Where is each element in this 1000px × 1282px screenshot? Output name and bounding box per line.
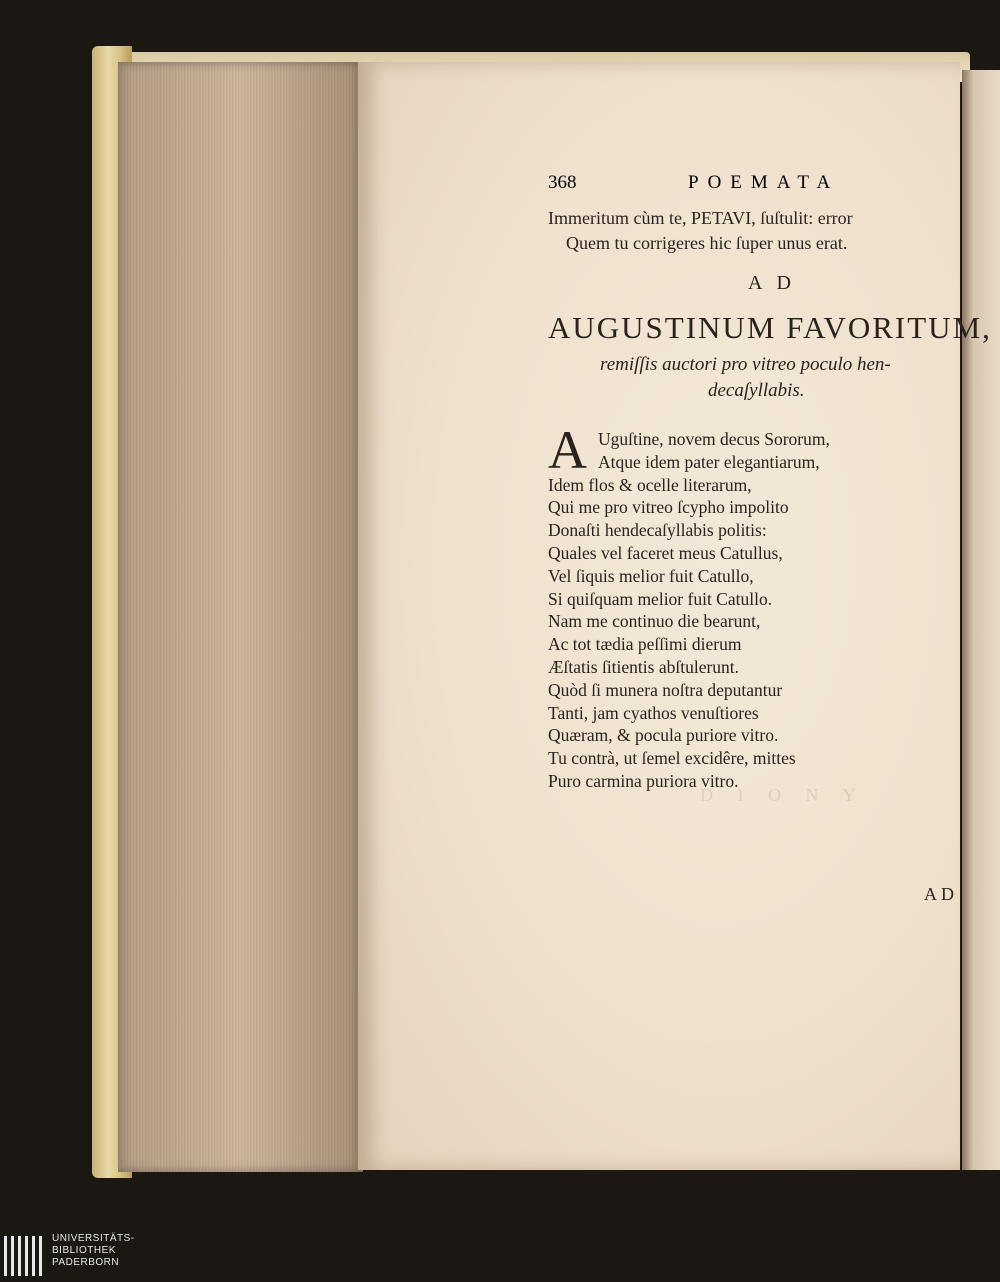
subtitle-line: remiſſis auctori pro vitreo poculo hen- (600, 354, 891, 375)
library-logo-bars-icon (4, 1236, 46, 1276)
poem-line: Tanti, jam cyathos venuſtiores (548, 702, 759, 723)
poem-line: Idem flos & ocelle literarum, (548, 474, 752, 495)
poem-line: Si quiſquam melior fuit Catullo. (548, 588, 773, 609)
catchword: AD (924, 884, 958, 904)
intro-line: Immeritum cùm te, PETAVI, ſuſtulit: error (548, 208, 853, 228)
drop-cap: A (548, 420, 587, 480)
heading-addressee: AUGUSTINUM FAVORITUM, (548, 310, 992, 345)
poem-line: Æſtatis ſitientis abſtulerunt. (548, 656, 740, 677)
library-logo (0, 1228, 200, 1282)
intro-line: Quem tu corrigeres hic ſuper unus erat. (566, 233, 848, 253)
poem-body (548, 420, 948, 793)
poem-line: Tu contrà, ut ſemel excidêre, mittes (548, 748, 796, 769)
poem-line: Atque idem pater elegantiarum, (598, 451, 820, 472)
subtitle-line: decaſyllabis. (708, 380, 805, 401)
library-logo-text (52, 1233, 135, 1269)
running-head (548, 172, 848, 198)
poem-line: Donaſti hendecaſyllabis politis: (548, 520, 767, 541)
heading-ad: AD (748, 272, 805, 294)
intro-verse (548, 206, 948, 256)
poem-line: Quæram, & pocula puriore vitro. (548, 725, 779, 746)
logo-line: UNIVERSITÄTS- (52, 1233, 135, 1244)
poem-line: Quales vel faceret meus Catullus, (548, 542, 783, 563)
bleed-through: D I O N Y (700, 785, 866, 805)
poem-line: Vel ſiquis melior fuit Catullo, (548, 565, 754, 586)
logo-line: PADERBORN (52, 1257, 120, 1268)
poem-line: Ac tot tædia peſſimi dierum (548, 634, 742, 655)
running-title: POEMATA (688, 172, 840, 193)
page-edges-shade (118, 62, 363, 1172)
page-number: 368 (548, 172, 577, 193)
poem-line: Nam me continuo die bearunt, (548, 611, 761, 632)
poem-line: Qui me pro vitreo ſcypho impolito (548, 497, 789, 518)
poem-line: Quòd ſi munera noſtra deputantur (548, 679, 783, 700)
logo-line: BIBLIOTHEK (52, 1245, 116, 1256)
poem-line: Puro carmina puriora vitro. (548, 770, 739, 791)
next-page-edge (962, 70, 1000, 1170)
heading-subtitle (600, 352, 930, 404)
poem-line: Uguſtine, novem decus Sororum, (598, 429, 830, 449)
